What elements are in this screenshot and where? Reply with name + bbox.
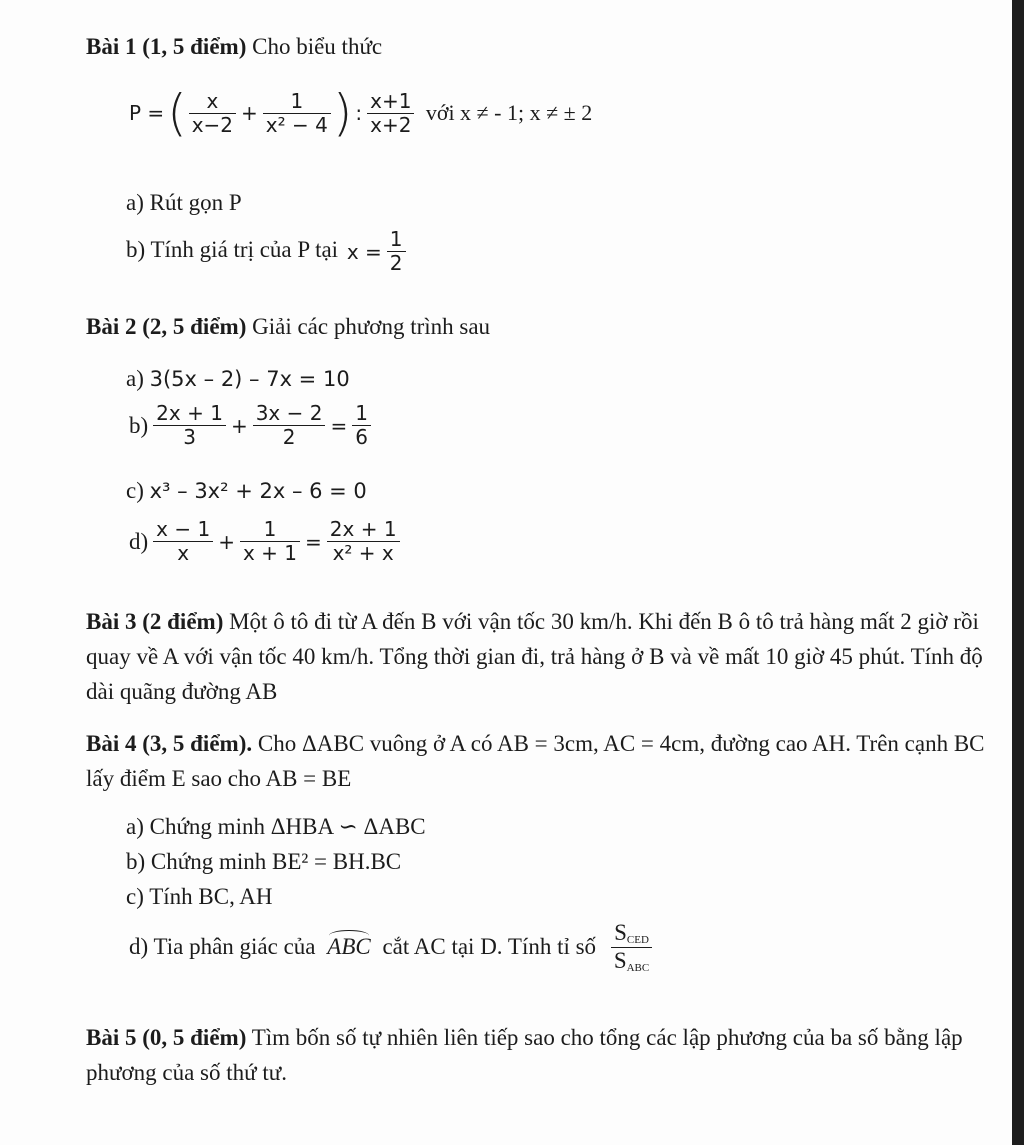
problem-5: Bài 5 (0, 5 điểm) Tìm bốn số tự nhiên liên tiếp sao cho tổng các lập phương của ba số bằng lập phương của số thứ tư. bbox=[86, 1025, 963, 1085]
problem-1-part-a: a) Rút gọn P bbox=[126, 190, 242, 215]
problem-4-part-b: b) Chứng minh BE² = BH.BC bbox=[126, 849, 402, 874]
fraction-b1: $\frac{2x + 1}{3}$ bbox=[153, 402, 226, 449]
problem-1-title: Cho biểu thức bbox=[252, 34, 383, 59]
problem-1-part-b: b) Tính giá trị của P tại x = $\frac{1}{2}$ bbox=[126, 228, 408, 275]
p-label: P = bbox=[129, 101, 165, 125]
paren-left: ( bbox=[167, 84, 187, 142]
fraction-d2: $\frac{1}{x + 1}$ bbox=[240, 518, 300, 565]
problem-2-header: Bài 2 (2, 5 điểm) Giải các phương trình sau bbox=[86, 314, 491, 339]
fraction-1: $\frac{x}{x-2}$ bbox=[189, 90, 236, 137]
condition: với x ≠ - 1; x ≠ ± 2 bbox=[425, 100, 593, 125]
problem-4-part-c: c) Tính BC, AH bbox=[126, 884, 273, 909]
fraction-d1: $\frac{x - 1}{x}$ bbox=[153, 518, 213, 565]
problem-2-part-d: d) $\frac{x - 1}{x}$ + $\frac{1}{x + 1}$ = $\frac{2x + 1}{\text{x² + x}}$ bbox=[126, 518, 402, 565]
area-ratio: $\frac{\text{SCED}}{\text{SABC}}$ bbox=[611, 920, 652, 974]
screen-edge bbox=[1012, 0, 1024, 1145]
fraction-2: $\frac{1}{\text{x² − 4}}$ bbox=[263, 90, 331, 137]
problem-1-header bbox=[86, 34, 382, 60]
angle-abc: ABC bbox=[327, 934, 371, 960]
problem-3: Bài 3 (2 điểm) Một ô tô đi từ A đến B với vận tốc 30 km/h. Khi đến B ô tô trả hàng mất 2 giờ rồi quay về A với vận tốc 40 km/h. Tổng thời gian đi, trả hàng ở B và về mất 10 giờ 45 phút. Tính độ dài quãng đường AB bbox=[86, 609, 983, 704]
fraction-d3: $\frac{2x + 1}{\text{x² + x}}$ bbox=[327, 518, 400, 565]
problem-4-part-d: d) Tia phân giác của ABC cắt AC tại D. Tính tỉ số $\frac{\text{SCED}}{\text{SABC}}$ bbox=[126, 920, 654, 974]
problem-4: Bài 4 (3, 5 điểm). Cho ΔABC vuông ở A có AB = 3cm, AC = 4cm, đường cao AH. Trên cạnh BC lấy điểm E sao cho AB = BE bbox=[86, 731, 985, 791]
problem-1-head: Bài 1 (1, 5 điểm) bbox=[86, 34, 247, 59]
fraction-b3: $\frac{1}{6}$ bbox=[352, 402, 371, 449]
fraction-half: $\frac{1}{2}$ bbox=[387, 228, 406, 275]
paren-right: ) bbox=[332, 84, 353, 142]
problem-2-part-b: b) $\frac{2x + 1}{3}$ + $\frac{3x - 2}{2}$ = $\frac{1}{6}$ bbox=[126, 402, 373, 449]
problem-4-part-a: a) Chứng minh ΔHBA ∽ ΔABC bbox=[126, 814, 426, 839]
problem-1-expression: P =( $\frac{x}{x-2}$ + $\frac{1}{\text{x² − 4}}$ ) : $\frac{x+1}{x+2}$ với x ≠ - 1; x ≠ ± 2 bbox=[129, 84, 593, 142]
problem-2-part-a: a) 3(5x – 2) – 7x = 10 bbox=[126, 366, 350, 391]
fraction-3: $\frac{x+1}{x+2}$ bbox=[367, 90, 414, 137]
fraction-b2: $\frac{3x - 2}{2}$ bbox=[253, 402, 326, 449]
problem-2-part-c: c) x³ – 3x² + 2x – 6 = 0 bbox=[126, 478, 367, 503]
